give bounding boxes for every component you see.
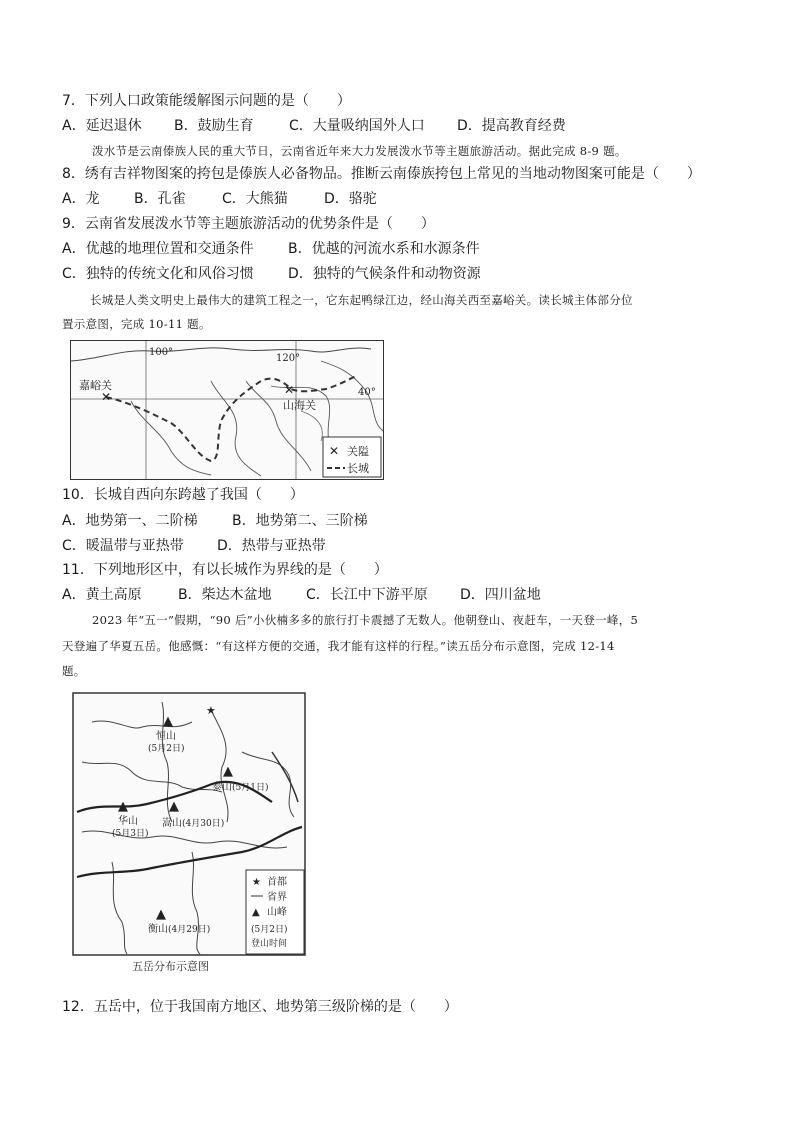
river <box>301 411 322 441</box>
border-line <box>71 348 371 361</box>
mountain-taishan-date: (5月1日) <box>232 783 269 793</box>
mountain-songshan-date: (4月30日) <box>182 819 225 829</box>
legend-mountain-icon: ▲ <box>252 907 260 918</box>
five-mountains-map <box>72 692 306 974</box>
q7-option-c: C．大量吸纳国外人口 <box>289 118 425 134</box>
capital-star-icon: ★ <box>206 704 216 717</box>
mountain-huashan-icon: ▲ <box>118 799 128 814</box>
q10-option-a: A．地势第一、二阶梯 <box>62 513 198 529</box>
legend-pass-label: 关隘 <box>347 445 369 458</box>
mountain-huashan-date: (5月3日) <box>112 829 149 839</box>
q7-option-b: B．鼓励生育 <box>174 118 254 134</box>
q7-option-a: A．延迟退休 <box>62 118 142 134</box>
mountain-songshan-icon: ▲ <box>169 799 179 814</box>
mountain-hengshan-north-date: (5月2日) <box>148 744 185 754</box>
legend-date-label: 登山时间 <box>251 939 288 949</box>
q10-option-d: D．热带与亚热带 <box>217 538 326 554</box>
legend-date-example: (5月2日) <box>251 925 288 935</box>
q9-option-a: A．优越的地理位置和交通条件 <box>62 241 254 257</box>
mountain-hengshan-south-name: 衡山 <box>148 924 168 935</box>
legend-capital-icon: ★ <box>252 877 261 888</box>
great-wall-map-graphic <box>71 341 383 479</box>
map2-caption: 五岳分布示意图 <box>132 960 209 973</box>
lon-label-120: 120° <box>276 353 301 364</box>
q10-option-b: B．地势第二、三阶梯 <box>232 513 368 529</box>
q7-option-d: D．提高教育经费 <box>457 118 566 134</box>
q9-option-b: B．优越的河流水系和水源条件 <box>288 241 480 257</box>
intro-10-11-line2: 置示意图，完成 10-11 题。 <box>62 317 211 331</box>
place-shanhaiguan: 山海关 <box>283 399 316 412</box>
lon-label-100: 100° <box>149 347 174 358</box>
legend-capital-label: 首都 <box>267 877 287 888</box>
q8-options <box>62 190 377 208</box>
q8-option-c: C．大熊猫 <box>222 191 288 207</box>
lat-label-40: 40° <box>358 387 376 398</box>
q9-options-row1 <box>62 240 480 258</box>
q11-options <box>62 586 541 604</box>
q12-stem: 12．五岳中，位于我国南方地区、地势第三级阶梯的是（ ） <box>62 999 458 1015</box>
intro-12-14-line2: 天登遍了华夏五岳。他感慨：“有这样方便的交通，我才能有这样的行程。”读五岳分布示意图，完成 12-14 <box>62 639 615 653</box>
q8-stem: 8．绣有吉祥物图案的挎包是傣族人必备物品。推断云南傣族挎包上常见的当地动物图案可能是（ ） <box>62 166 701 182</box>
q9-stem: 9．云南省发展泼水节等主题旅游活动的优势条件是（ ） <box>62 216 435 232</box>
pass-shanhaiguan-marker: ✕ <box>284 383 295 397</box>
intro-10-11-line1: 长城是人类文明史上最伟大的建筑工程之一，它东起鸭绿江边，经山海关西至嘉峪关。读长城主体部分位 <box>90 293 633 307</box>
mountain-hengshan-south-date: (4月29日) <box>168 925 211 935</box>
q11-option-b: B．柴达木盆地 <box>178 587 272 603</box>
legend-boundary-label: 省界 <box>267 892 287 903</box>
legend-pass-icon: ✕ <box>329 444 340 458</box>
mountain-huashan-name: 华山 <box>118 816 138 827</box>
place-jiayuguan: 嘉峪关 <box>79 379 112 392</box>
q11-option-d: D．四川盆地 <box>460 587 541 603</box>
q7-stem: 7．下列人口政策能缓解图示问题的是（ ） <box>62 93 351 109</box>
mountain-hengshan-north-icon: ▲ <box>163 714 173 729</box>
legend-wall-label: 长城 <box>347 462 369 475</box>
q10-stem: 10．长城自西向东跨越了我国（ ） <box>62 487 304 503</box>
five-mountains-map-graphic <box>72 692 306 974</box>
mountain-taishan-icon: ▲ <box>223 764 233 779</box>
q10-options-row1 <box>62 512 368 530</box>
q9-option-c: C．独特的传统文化和风俗习惯 <box>62 266 254 282</box>
q10-option-c: C．暖温带与亚热带 <box>62 538 184 554</box>
mountain-hengshan-south-icon: ▲ <box>156 907 166 922</box>
legend-mountain-label: 山峰 <box>267 907 287 918</box>
mountain-taishan-name: 泰山 <box>212 782 232 793</box>
q11-option-a: A．黄土高原 <box>62 587 142 603</box>
q7-options <box>62 117 566 135</box>
great-wall-map <box>70 340 384 480</box>
q8-option-d: D．骆驼 <box>324 191 377 207</box>
pass-jiayuguan-marker: ✕ <box>101 390 112 404</box>
q11-option-c: C．长江中下游平原 <box>306 587 428 603</box>
q8-option-b: B．孔雀 <box>134 191 186 207</box>
q9-option-d: D．独特的气候条件和动物资源 <box>288 266 481 282</box>
province-boundary <box>246 381 311 471</box>
intro-12-14-line3: 题。 <box>62 664 86 678</box>
mountain-songshan-name: 嵩山 <box>162 818 182 829</box>
q10-options-row2 <box>62 537 326 555</box>
intro-12-14-line1: 2023 年“五一”假期，“90 后”小伙楠多多的旅行打卡震撼了无数人。他朝登山、夜赶车，一天登一峰，5 <box>92 613 639 627</box>
q11-stem: 11．下列地形区中，有以长城作为界线的是（ ） <box>62 562 388 578</box>
intro-8-9: 泼水节是云南傣族人民的重大节日，云南省近年来大力发展泼水节等主题旅游活动。据此完成 8-9 题。 <box>92 144 627 158</box>
mountain-hengshan-north-name: 恒山 <box>156 731 176 742</box>
q8-option-a: A．龙 <box>62 191 100 207</box>
q9-options-row2 <box>62 265 481 283</box>
province-boundary <box>131 401 211 475</box>
